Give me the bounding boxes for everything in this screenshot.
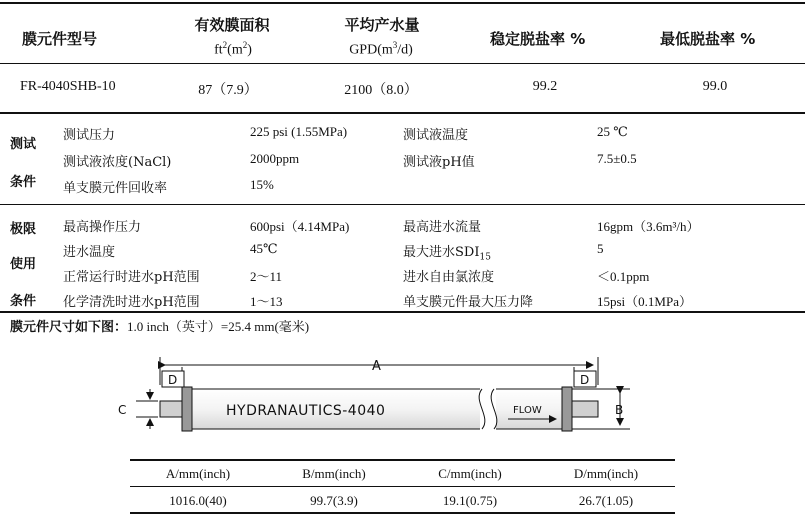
dim-table-header: C/mm(inch) bbox=[438, 466, 502, 481]
limit-value: 5 bbox=[597, 241, 604, 256]
header-rule bbox=[0, 63, 805, 64]
test-value: 2000ppm bbox=[250, 151, 300, 166]
limit-key: 最大进水$SDI_{15}$ bbox=[403, 245, 491, 263]
membrane-diagram bbox=[110, 345, 650, 453]
test-key: 测试压力 bbox=[63, 128, 116, 143]
dim-table-bottom-rule bbox=[130, 512, 675, 514]
limit-value: 2～11 bbox=[250, 269, 283, 284]
dim-table-mid-rule bbox=[130, 486, 675, 487]
header-area-unit: $ft^2(m^2)$ bbox=[214, 40, 252, 58]
row-flow: 2100（8.0） bbox=[344, 83, 418, 98]
limit-value: 600psi（4.14MPa) bbox=[250, 219, 350, 234]
test-key: 单支膜元件回收率 bbox=[63, 181, 168, 196]
row-area: 87（7.9） bbox=[198, 83, 258, 98]
test-label-2: 条件 bbox=[10, 175, 37, 190]
test-value: 15% bbox=[250, 177, 274, 192]
header-min-rejection: 最低脱盐率 % bbox=[660, 30, 756, 48]
dim-table-header: A/mm(inch) bbox=[165, 466, 231, 481]
test-value: 7.5±0.5 bbox=[597, 151, 637, 166]
limit-key: 最高操作压力 bbox=[63, 220, 142, 235]
dim-table-cell: 99.7(3.9) bbox=[310, 493, 358, 508]
flow-text: FLOW bbox=[513, 405, 542, 416]
dim-table-cell: 19.1(0.75) bbox=[442, 493, 498, 508]
test-value: 225 psi (1.55MPa) bbox=[250, 124, 348, 139]
limit-value: 16gpm（3.6m³/h） bbox=[597, 219, 700, 234]
limit-label-3: 条件 bbox=[10, 294, 37, 309]
table-top-rule bbox=[0, 2, 805, 4]
limit-value: 15psi（0.1MPa） bbox=[597, 294, 692, 309]
header-flow-unit: $GPD(m^3/d)$ bbox=[349, 40, 413, 58]
dim-table-header: D/mm(inch) bbox=[573, 466, 639, 481]
limit-rule bbox=[0, 311, 805, 313]
row-rule bbox=[0, 112, 805, 114]
test-key: 测试液浓度(NaCl) bbox=[63, 155, 172, 170]
dim-d-label: D bbox=[168, 373, 178, 387]
limit-key: 正常运行时进水pH范围 bbox=[63, 270, 200, 285]
header-model: 膜元件型号 bbox=[22, 30, 98, 48]
limit-label-2: 使用 bbox=[10, 257, 37, 272]
limit-value: ＜0.1ppm bbox=[597, 269, 650, 284]
dim-b-label: B bbox=[615, 403, 624, 417]
header-area-title: 有效膜面积 bbox=[194, 16, 270, 34]
test-value: 25 ℃ bbox=[597, 124, 628, 139]
dim-table-top-rule bbox=[130, 459, 675, 461]
row-stable: 99.2 bbox=[532, 79, 558, 94]
limit-key: 进水温度 bbox=[63, 245, 116, 260]
header-flow-title: 平均产水量 bbox=[344, 16, 420, 34]
limit-value: 1～13 bbox=[250, 294, 283, 309]
row-min: 99.0 bbox=[702, 79, 728, 94]
dim-c-label: C bbox=[118, 403, 127, 417]
limit-key: 最高进水流量 bbox=[403, 220, 482, 235]
header-stable-rejection: 稳定脱盐率 % bbox=[490, 30, 586, 48]
limit-key: 化学清洗时进水pH范围 bbox=[63, 295, 200, 310]
dim-d-label: D bbox=[580, 373, 590, 387]
dims-caption: 膜元件尺寸如下图：1.0 inch（英寸）=25.4 mm(毫米) bbox=[10, 319, 310, 335]
dim-table-header: B/mm(inch) bbox=[302, 466, 366, 481]
test-rule bbox=[0, 204, 805, 205]
dim-table-cell: 1016.0(40) bbox=[169, 493, 227, 508]
row-model: FR-4040SHB-10 bbox=[20, 79, 116, 94]
dim-table-cell: 26.7(1.05) bbox=[578, 493, 634, 508]
limit-value: 45℃ bbox=[250, 241, 278, 256]
limit-key: 进水自由氯浓度 bbox=[403, 270, 495, 285]
test-label-1: 测试 bbox=[10, 137, 37, 152]
element-body-text: HYDRANAUTICS-4040 bbox=[226, 403, 386, 419]
test-key: 测试液温度 bbox=[403, 128, 469, 143]
dim-a-label: A bbox=[372, 359, 381, 374]
limit-label-1: 极限 bbox=[10, 222, 37, 237]
test-key: 测试液pH值 bbox=[403, 155, 475, 170]
limit-key: 单支膜元件最大压力降 bbox=[403, 295, 534, 310]
